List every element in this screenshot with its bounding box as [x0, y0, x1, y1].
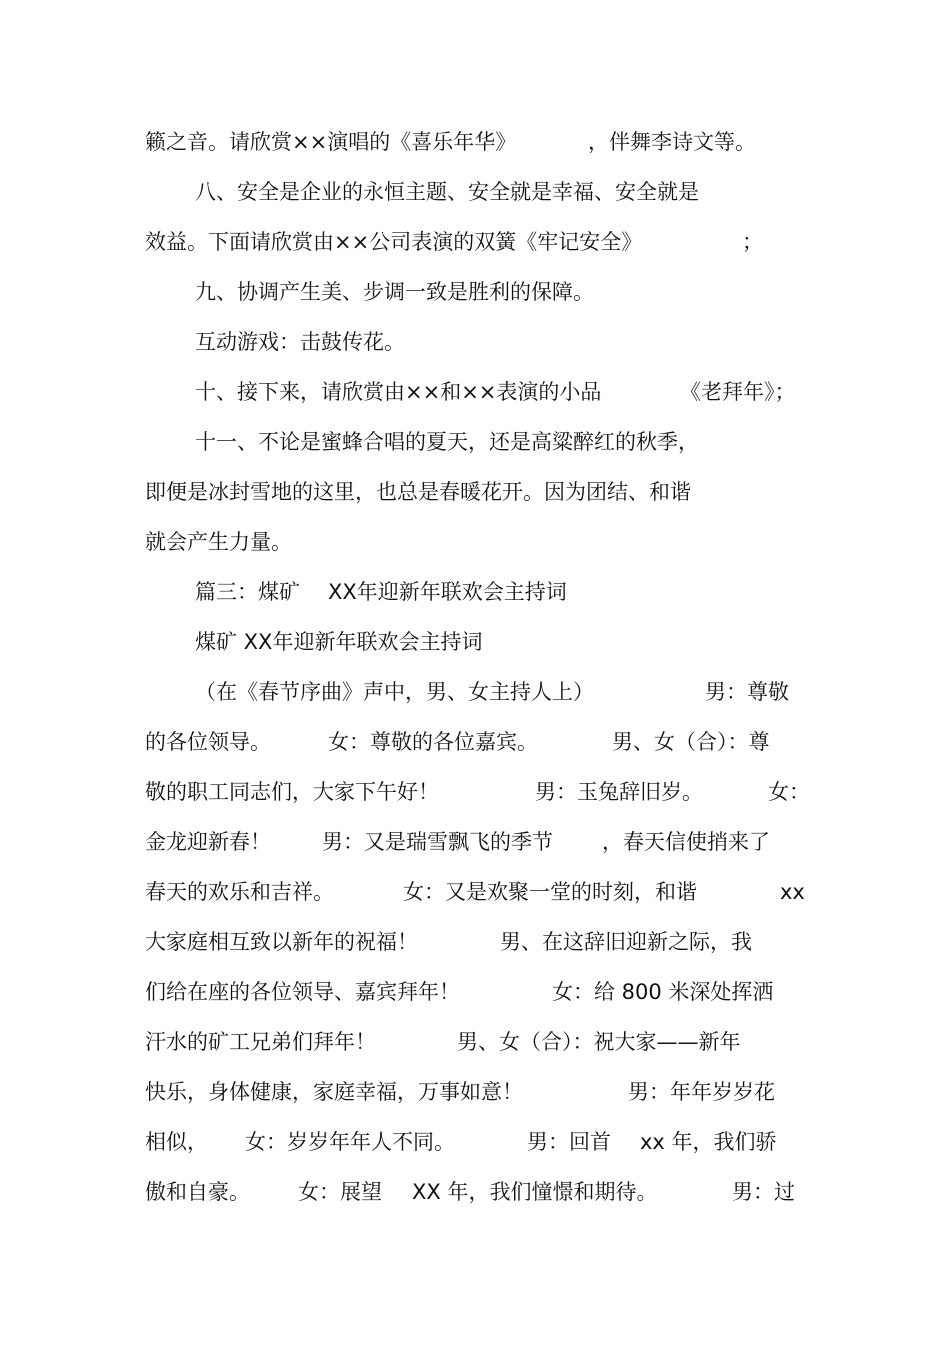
text-segment: 男：尊敬 [705, 680, 789, 704]
text-segment: 的各位领导。 [145, 730, 271, 754]
text-segment: 效益。下面请欣赏由××公司表演的双簧《牢记安全》 [145, 230, 643, 254]
text-segment: 《老拜年》； [680, 380, 796, 404]
text-segment: 傲和自豪。 [145, 1180, 250, 1204]
text-line [0, 926, 752, 958]
text-segment: 男、在这辞旧迎新之际，我 [500, 930, 752, 954]
text-line [0, 276, 594, 308]
text-segment: 男：年年岁岁花 [628, 1080, 775, 1104]
text-line [0, 1076, 775, 1108]
text-line [0, 626, 483, 658]
text-segment: 男：回首 [527, 1130, 611, 1154]
text-segment: 男：又是瑞雪飘飞的季节 [322, 830, 553, 854]
text-line [0, 976, 774, 1008]
text-segment: 八、安全是企业的永恒主题、安全就是幸福、安全就是 [195, 180, 699, 204]
text-line [0, 876, 805, 908]
text-segment: 男：过 [732, 1180, 795, 1204]
text-segment: 十一、不论是蜜蜂合唱的夏天，还是高粱醉红的秋季， [195, 430, 699, 454]
text-line [0, 1126, 777, 1158]
text-segment: 春天的欢乐和吉祥。 [145, 880, 334, 904]
text-segment: 们给在座的各位领导、嘉宾拜年！ [145, 980, 460, 1004]
text-segment: 相似， [145, 1130, 208, 1154]
text-line [0, 1026, 741, 1058]
text-segment: ，春天信使捎来了 [602, 830, 770, 854]
text-segment: 九、协调产生美、步调一致是胜利的保障。 [195, 280, 594, 304]
text-segment: 大家庭相互致以新年的祝福！ [145, 930, 418, 954]
text-segment: 篇三：煤矿 [195, 580, 300, 604]
text-line [0, 226, 763, 258]
text-segment: 籁之音。请欣赏××演唱的《喜乐年华》 [145, 130, 517, 154]
text-segment: 男、女（合）：尊 [612, 730, 770, 754]
text-segment: 女：岁岁年年人不同。 [245, 1130, 455, 1154]
text-line [0, 1176, 795, 1208]
text-line [0, 526, 292, 558]
text-segment: 女：尊敬的各位嘉宾。 [328, 730, 538, 754]
text-segment: 即便是冰封雪地的这里，也总是春暖花开。因为团结、和谐 [145, 480, 691, 504]
text-line [0, 726, 770, 758]
text-line [0, 476, 691, 508]
text-segment: （在《春节序曲》声中，男、女主持人上） [195, 680, 594, 704]
text-line [0, 676, 789, 708]
text-segment: xx [780, 880, 805, 904]
text-segment: XX 年，我们憧憬和期待。 [412, 1180, 658, 1204]
text-segment: XX年迎新年联欢会主持词 [328, 580, 567, 604]
text-segment: 金龙迎新春！ [145, 830, 271, 854]
text-segment: xx 年，我们骄 [640, 1130, 777, 1154]
text-segment: 快乐，身体健康，家庭幸福，万事如意！ [145, 1080, 523, 1104]
text-line [0, 576, 567, 608]
text-line [0, 176, 699, 208]
text-segment: 男：玉兔辞旧岁。 [535, 780, 703, 804]
text-line [0, 126, 756, 158]
text-segment: ； [742, 230, 763, 254]
text-segment: ，伴舞李诗文等。 [588, 130, 756, 154]
text-segment: 煤矿 XX年迎新年联欢会主持词 [195, 630, 483, 654]
text-segment: 汗水的矿工兄弟们拜年！ [145, 1030, 376, 1054]
text-segment: 男、女（合）：祝大家——新年 [457, 1030, 741, 1054]
text-segment: 女：又是欢聚一堂的时刻，和谐 [403, 880, 697, 904]
text-line [0, 426, 699, 458]
text-segment: 敬的职工同志们，大家下午好！ [145, 780, 439, 804]
text-segment: 女：给 800 米深处挥洒 [552, 980, 774, 1004]
text-segment: 十、接下来，请欣赏由××和××表演的小品 [195, 380, 602, 404]
text-line [0, 826, 770, 858]
text-segment: 女： [768, 780, 810, 804]
text-segment: 互动游戏：击鼓传花。 [195, 330, 405, 354]
text-line [0, 776, 810, 808]
text-segment: 女：展望 [298, 1180, 382, 1204]
text-line [0, 376, 796, 408]
text-line [0, 326, 405, 358]
text-segment: 就会产生力量。 [145, 530, 292, 554]
